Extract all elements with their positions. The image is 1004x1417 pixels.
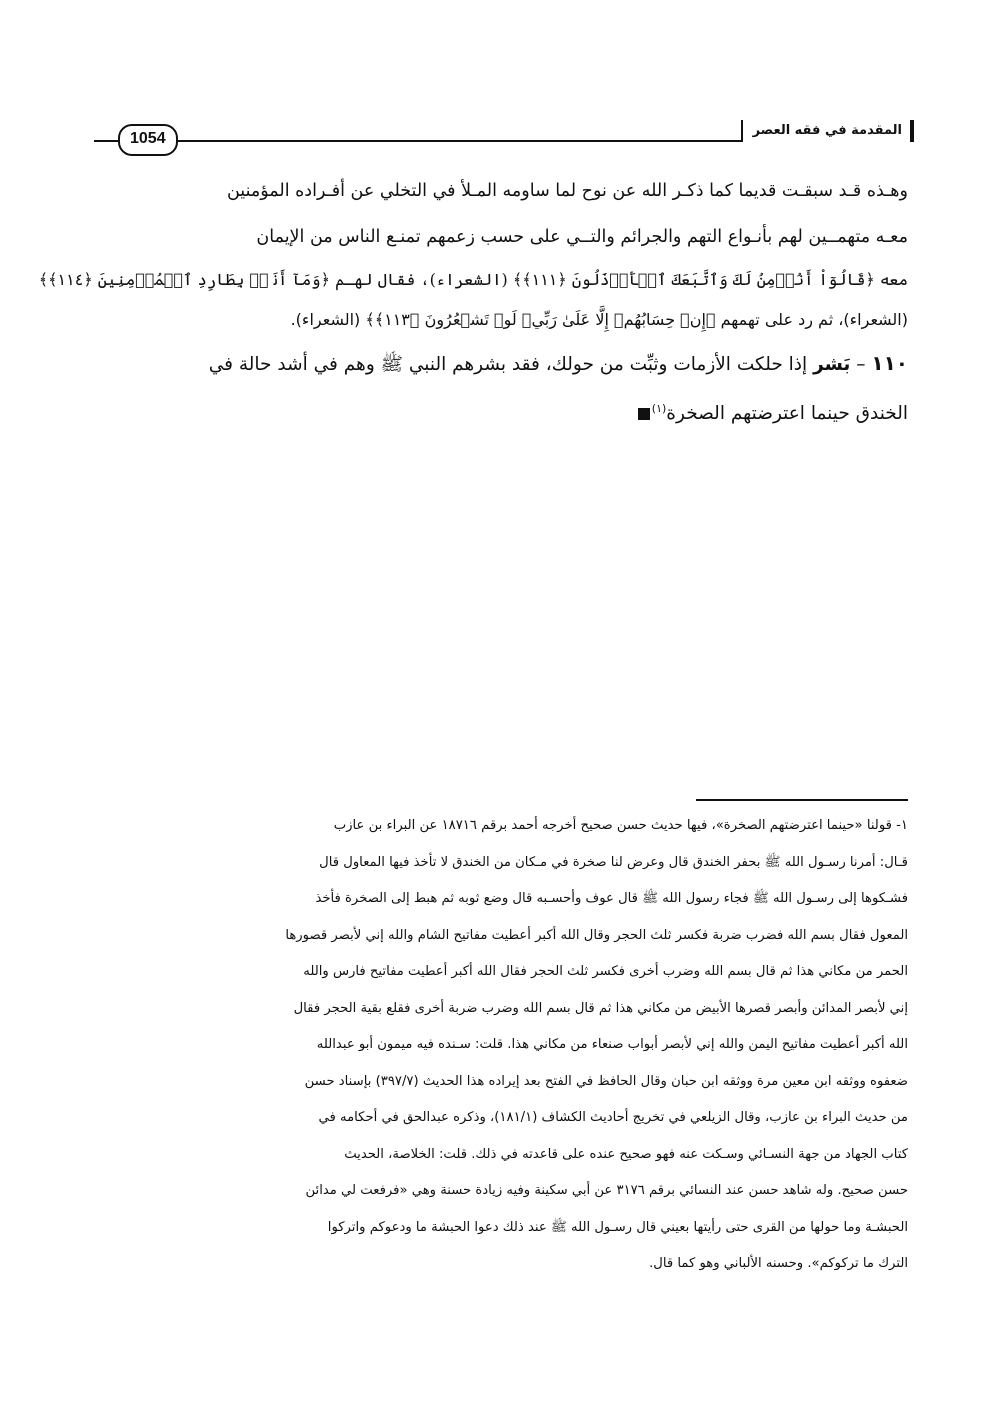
point-keyword: بَشر [813, 354, 851, 375]
footnote-line: الحمر من مكاني هذا ثم قال بسم الله وضرب أخرى فكسر ثلث الحجر فقال الله أكبر أعطيت مفاتيح فارس والله [303, 964, 908, 979]
footnote-line: قـال: أمرنا رسـول الله ﷺ بحفر الخندق قال وعرض لنا صخرة في مـكان من الخندق لا تأخذ فيها المعاول قال [319, 854, 908, 870]
footnote-line: المعول فقال بسم الله فضرب ضربة فكسر ثلث الحجر وقال الله أكبر أعطيت مفاتيح الشام والله إني لأبصر قصورها [285, 927, 908, 943]
end-square-icon [638, 408, 650, 420]
footnote-line: الترك ما تركوكم». وحسنه الألباني وهو كما قال. [649, 1256, 908, 1271]
footnote-line: ١- قولنا «حينما اعترضتهم الصخرة»، فيها حديث حسن صحيح أخرجه أحمد برقم ١٨٧١٦ عن البراء بن عازب [333, 818, 908, 833]
point-110-line-1 [92, 340, 908, 386]
point-dash: – [856, 354, 866, 375]
footnote-line: من حديث البراء بن عازب، وقال الزيلعي في تخريج أحاديث الكشاف (١٨١/١)، وذكره عبدالحق في أحكامه في [318, 1110, 908, 1125]
footnote-ref[interactable]: (١) [651, 402, 667, 415]
book-title: المقدمة في فقه العصر [741, 120, 914, 142]
footnote-line: ضعفوه ووثقه ابن معين مرة ووثقه ابن حبان وقال الحافظ في الفتح بعد إيراده هذا الحديث (٣٩٧/٧) بإسناد حسن [304, 1073, 908, 1089]
main-text [38, 168, 908, 432]
point-text-continued: الخندق حينما اعترضتهم الصخرة [666, 403, 908, 425]
point-number: ١١٠ [871, 351, 908, 375]
footnote-line: حسن صحيح. وله شاهد حسن عند النسائي برقم ٣١٧٦ عن أبي سكينة وفيه زيادة حسنة وهي «فرفعت لي مدائن [305, 1183, 908, 1198]
footnote-line: الله أكبر أعطيت مفاتيح اليمن والله إني لأبصر أبواب صنعاء من مكاني هذا. قلت: سـنده فيه ميمون أبو عبدالله [316, 1037, 908, 1052]
footnote-line: الحبشـة وما حولها من القرى حتى رأيتها بعيني قال رسـول الله ﷺ عند ذلك دعوا الحبشة ما ودعوكم واتركوا [327, 1219, 908, 1235]
body-line: معـه متهمــين لهم بأنـواع التهم والجرائم والتــي على حسب زعمهم تمنـع الناس من الإيمان [256, 227, 908, 247]
footnotes [92, 808, 908, 1283]
footnote-line: فشـكوها إلى رسـول الله ﷺ فجاء رسول الله ﷺ قال عوف وأحسـبه قال وضع ثوبه ثم هبط إلى الصخرة فأخذ [315, 891, 908, 906]
page-header [94, 112, 914, 152]
body-line-quran: (الشعراء)، ثم رد على تهمهم ﴿إِنۡ حِسَابُهُمۡ إِلَّا عَلَىٰ رَبِّيۖ لَوۡ تَشۡعُرُونَ ﴿١١٣﴾﴾ (الشعراء). [290, 310, 908, 329]
point-text: إذا حلكت الأزمات وثبِّت من حولك، فقد بشرهم النبي ﷺ وهم في أشد حالة في [208, 354, 808, 375]
point-110-line-2 [92, 386, 908, 432]
body-line-quran: معه ﴿قَالُوٓاْ أَنُؤۡمِنُ لَكَ وَٱتَّبَعَكَ ٱلۡأَرۡذَلُونَ ﴿١١١﴾﴾ (الشعراء)، فقال لهـم ﴿وَمَآ أَنَا۠ بِطَارِدِ ٱلۡمُؤۡمِنِينَ ﴿١١٤﴾﴾ [38, 270, 908, 289]
page-number: 1054 [118, 124, 178, 156]
body-line: وهـذه قـد سبقـت قديما كما ذكـر الله عن نوح لما ساومه المـلأ في التخلي عن أفـراده المؤمنين [226, 181, 908, 201]
footnote-line: كتاب الجهاد من جهة النسـائي وسـكت عنه فهو صحيح عنده على قاعدته في ذلك. قلت: الخلاصة، الحديث [344, 1146, 908, 1162]
footnote-separator [696, 799, 908, 801]
footnote-line: إني لأبصر المدائن وأبصر قصرها الأبيض من مكاني هذا ثم قال بسم الله وضرب ضربة أخرى فقلع بقية الحجر فقال [293, 1000, 908, 1016]
